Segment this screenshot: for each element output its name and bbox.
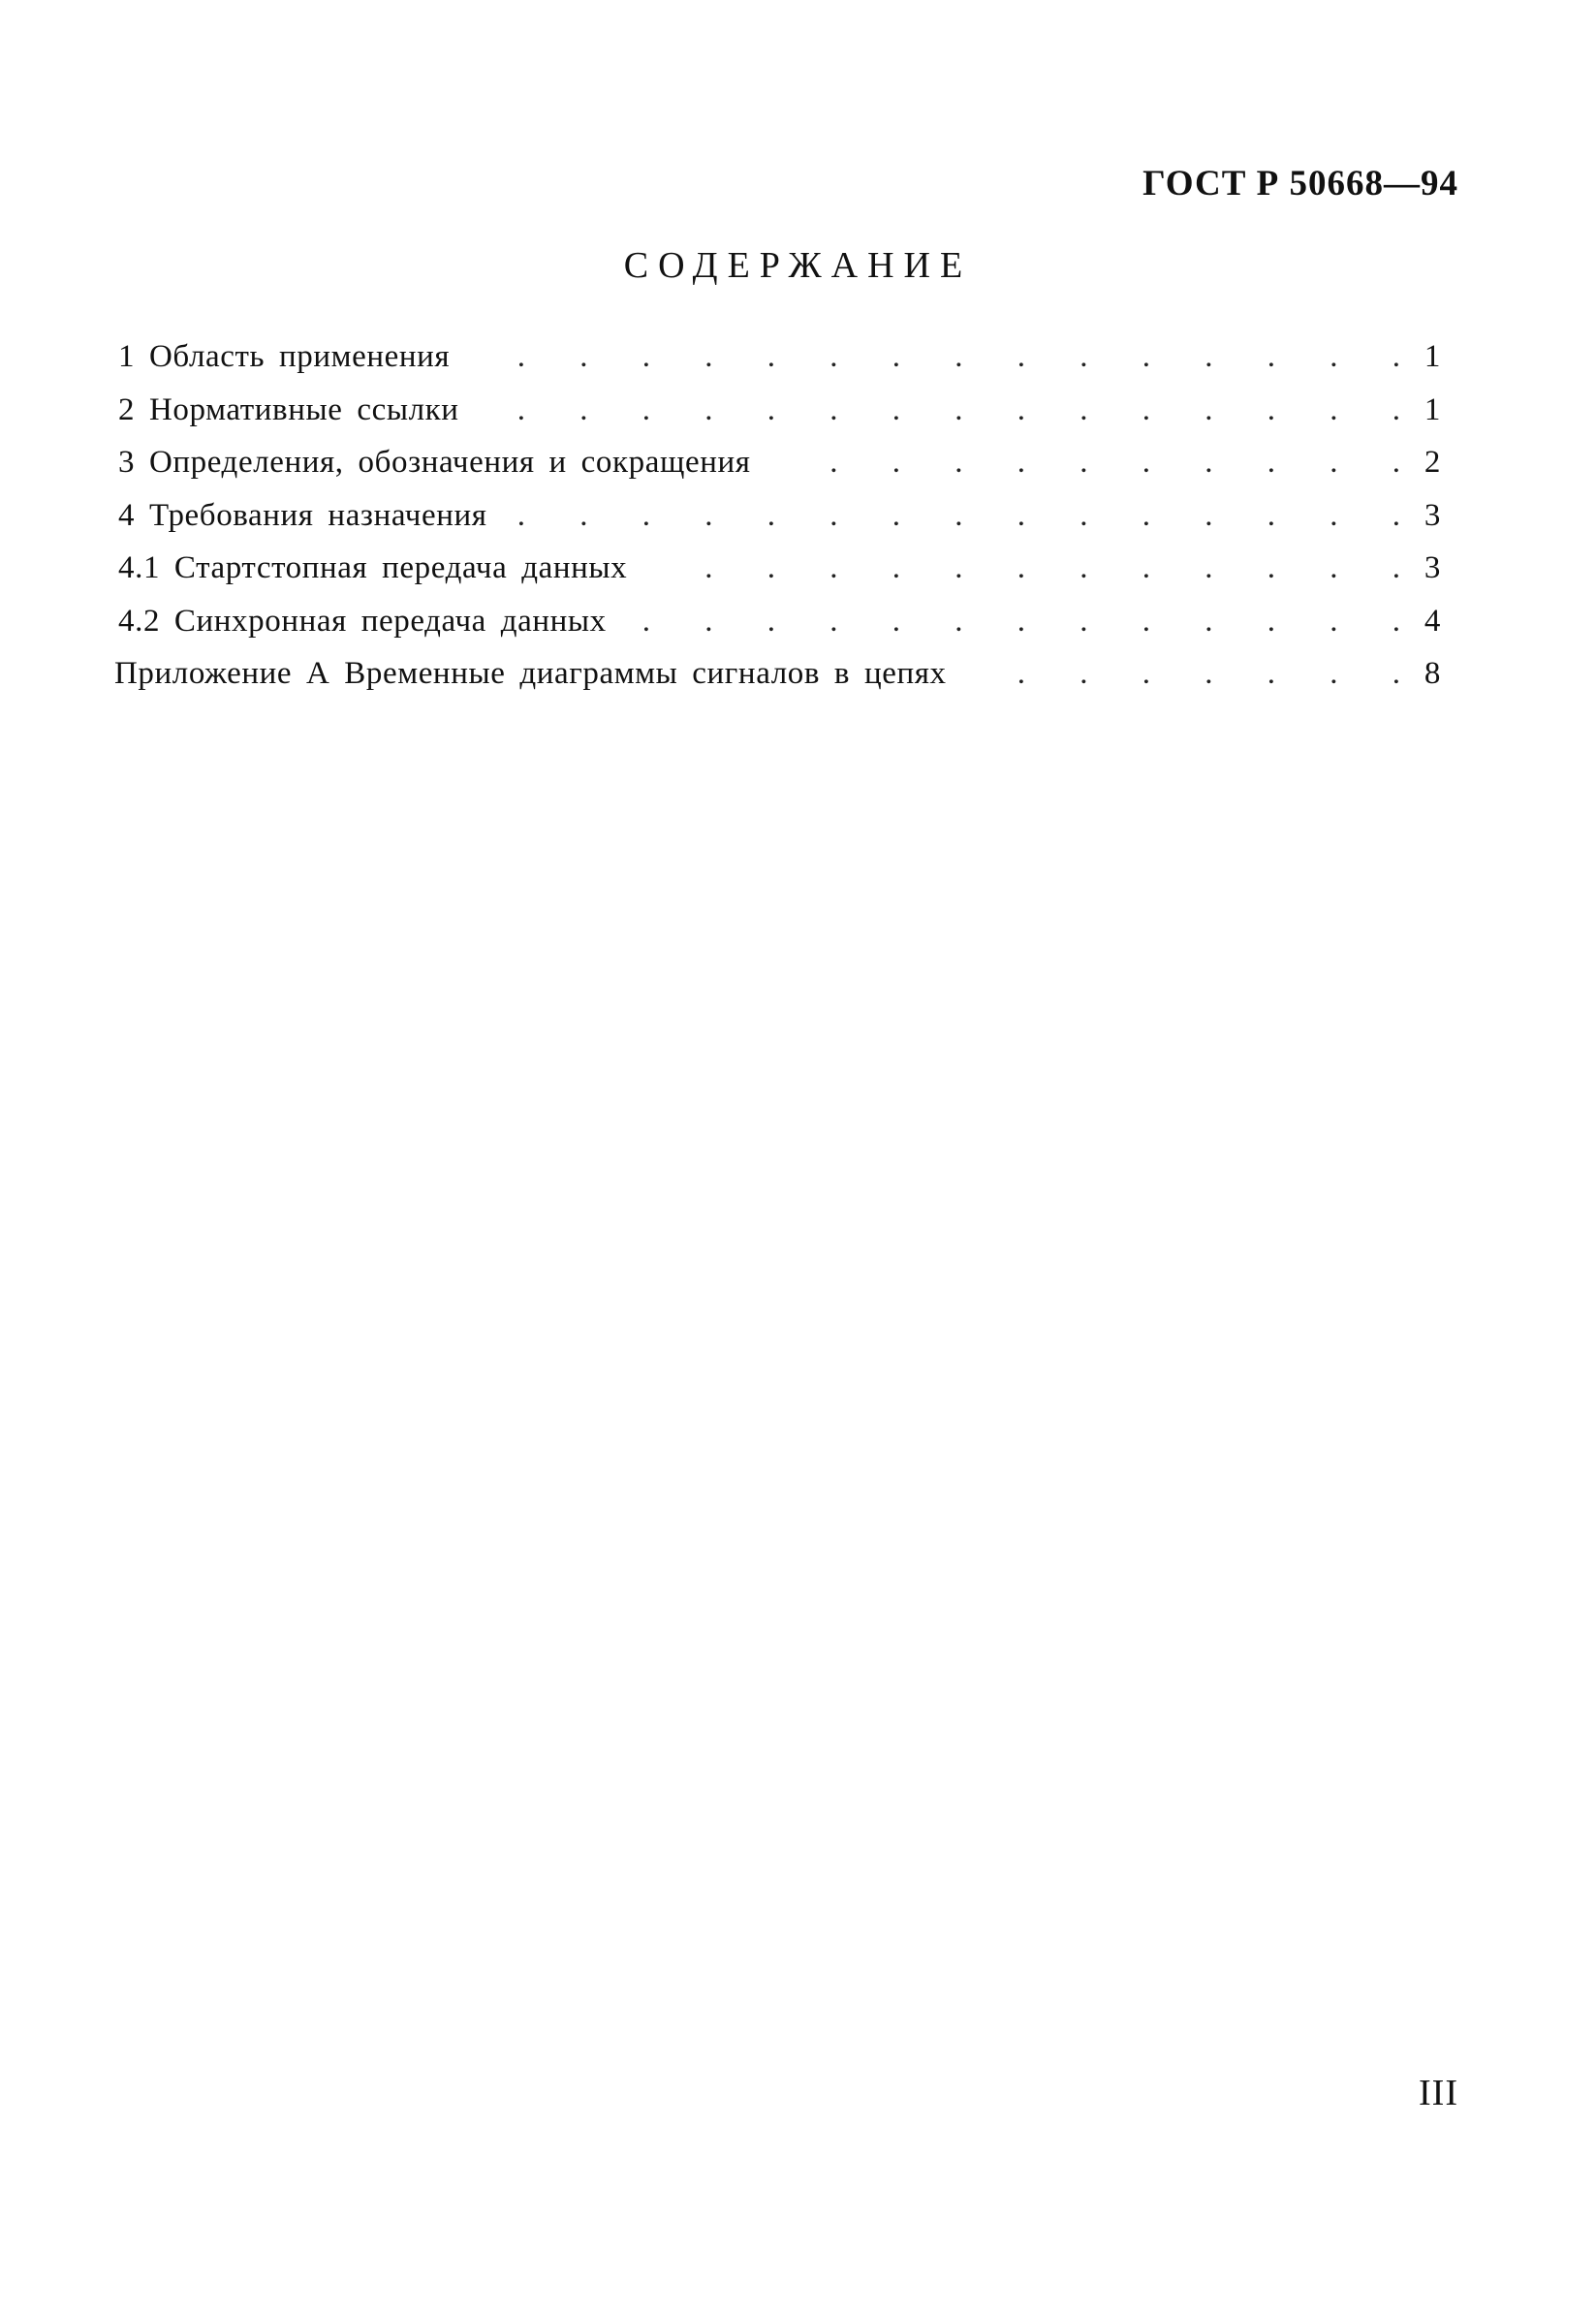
toc-entry-2[interactable] <box>118 392 1441 446</box>
toc-entry-label: Приложение А Временные диаграммы сигналов в цепях <box>114 656 947 691</box>
toc-entry-4-2[interactable] <box>118 604 1441 657</box>
toc-entry-label: 4.1 Стартстопная передача данных <box>118 550 628 585</box>
toc-leader-dots <box>477 339 1400 375</box>
toc-entry-label: 2 Нормативные ссылки <box>118 391 459 427</box>
toc-entry-page: 8 <box>1424 656 1441 691</box>
page-number: III <box>1419 2073 1458 2113</box>
toc-entry-page: 4 <box>1424 603 1441 639</box>
toc-entry-label: 4 Требования назначения <box>118 497 487 533</box>
toc-leader-dots <box>486 392 1400 428</box>
toc-entry-label: 4.2 Синхронная передача данных <box>118 603 607 639</box>
toc-entry-4[interactable] <box>118 498 1441 551</box>
toc-entry-page: 2 <box>1424 445 1441 480</box>
toc-entry-4-1[interactable] <box>118 550 1441 604</box>
toc-entry-page: 1 <box>1424 339 1441 374</box>
toc-entry-1[interactable] <box>118 339 1441 392</box>
contents-title: СОДЕРЖАНИЕ <box>623 245 973 286</box>
toc-entry-page: 3 <box>1424 550 1441 585</box>
toc-leader-dots <box>634 604 1400 640</box>
toc-leader-dots <box>974 656 1400 692</box>
document-code: ГОСТ Р 50668—94 <box>1142 164 1458 203</box>
toc-entry-3[interactable] <box>118 445 1441 498</box>
toc-entry-appendix-a[interactable] <box>114 656 1441 709</box>
table-of-contents <box>114 339 1441 709</box>
toc-entry-page: 3 <box>1424 497 1441 533</box>
toc-entry-page: 1 <box>1424 391 1441 427</box>
toc-entry-label: 3 Определения, обозначения и сокращения <box>118 445 751 480</box>
toc-entry-label: 1 Область применения <box>118 339 451 374</box>
toc-leader-dots <box>778 445 1400 481</box>
toc-leader-dots <box>515 498 1400 534</box>
toc-leader-dots <box>654 550 1400 586</box>
